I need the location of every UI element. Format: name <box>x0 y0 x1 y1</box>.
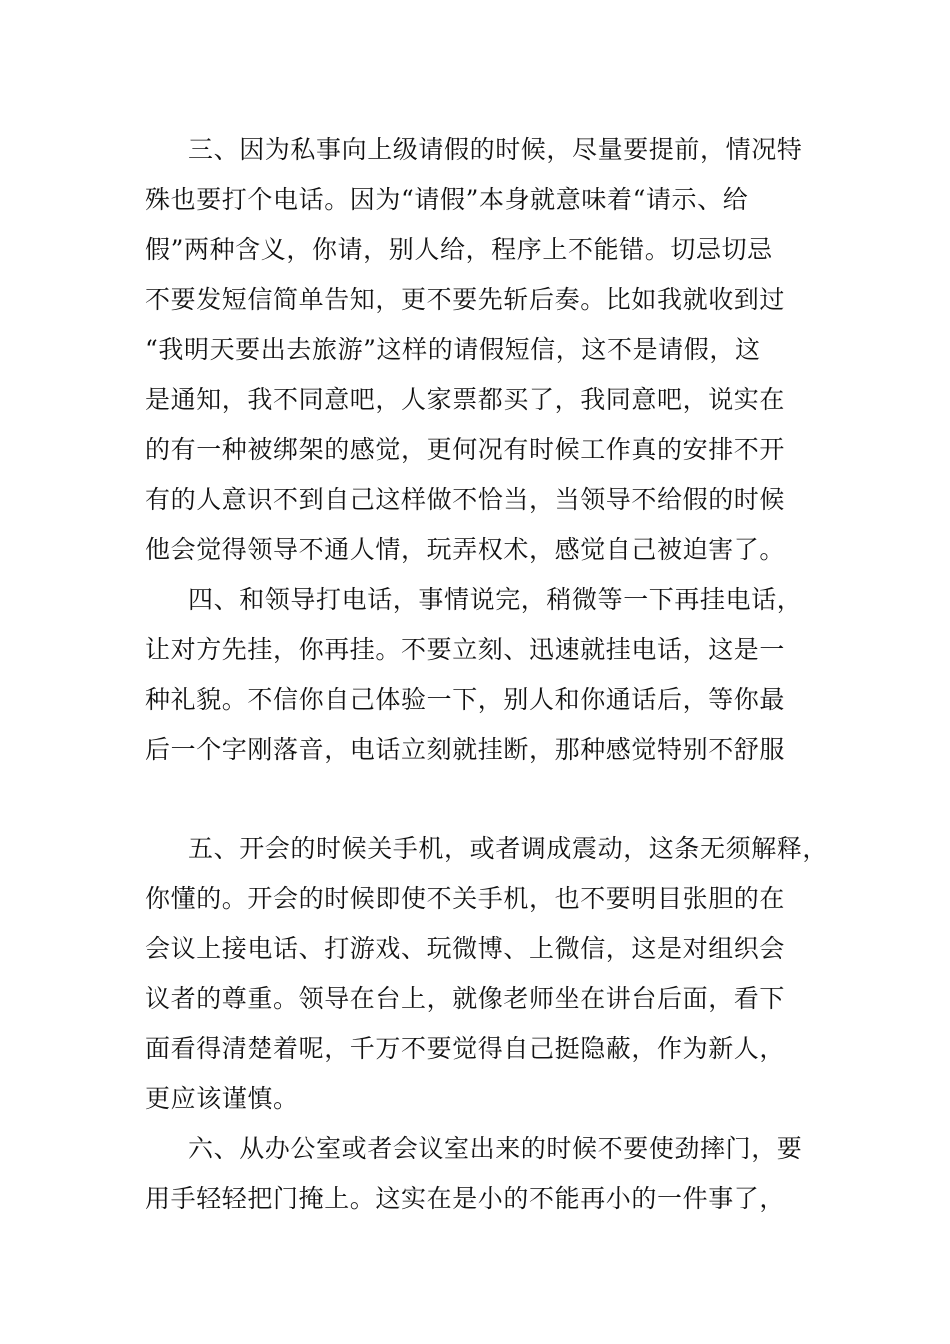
text-line-5: “我明天要出去旅游”这样的请假短信，这不是请假，这 <box>145 335 761 364</box>
text-line-15: 你懂的。开会的时候即使不关手机，也不要明目张胆的在 <box>145 884 786 913</box>
text-line-11: 让对方先挂，你再挂。不要立刻、迅速就挂电话，这是一 <box>145 635 786 664</box>
text-line-17: 议者的尊重。领导在台上，就像老师坐在讲台后面，看下 <box>145 984 786 1013</box>
text-line-16: 会议上接电话、打游戏、玩微博、上微信，这是对组织会 <box>145 934 786 963</box>
text-line-18: 面看得清楚着呢，千万不要觉得自己挺隐蔽，作为新人， <box>145 1034 786 1063</box>
text-line-4: 不要发短信简单告知，更不要先斩后奏。比如我就收到过 <box>145 285 786 314</box>
text-line-20: 六、从办公室或者会议室出来的时候不要使劲摔门，要 <box>188 1134 803 1163</box>
text-line-2: 殊也要打个电话。因为“请假”本身就意味着“请示、给 <box>145 185 749 214</box>
text-line-19: 更应该谨慎。 <box>145 1084 299 1113</box>
text-line-3: 假”两种含义，你请，别人给，程序上不能错。切忌切忌 <box>145 235 773 264</box>
text-line-6: 是通知，我不同意吧，人家票都买了，我同意吧，说实在 <box>145 385 786 414</box>
text-line-7: 的有一种被绑架的感觉，更何况有时候工作真的安排不开 <box>145 435 786 464</box>
text-line-10: 四、和领导打电话，事情说完，稍微等一下再挂电话， <box>188 585 803 614</box>
text-line-14: 五、开会的时候关手机，或者调成震动，这条无须解释， <box>188 834 829 863</box>
text-line-21: 用手轻轻把门掩上。这实在是小的不能再小的一件事了， <box>145 1184 786 1213</box>
text-line-9: 他会觉得领导不通人情，玩弄权术，感觉自己被迫害了。 <box>145 535 786 564</box>
text-line-13: 后一个字刚落音，电话立刻就挂断，那种感觉特别不舒服 <box>145 735 786 764</box>
text-line-1: 三、因为私事向上级请假的时候，尽量要提前，情况特 <box>188 135 803 164</box>
text-line-8: 有的人意识不到自己这样做不恰当，当领导不给假的时候 <box>145 485 786 514</box>
text-line-12: 种礼貌。不信你自己体验一下，别人和你通话后，等你最 <box>145 685 786 714</box>
